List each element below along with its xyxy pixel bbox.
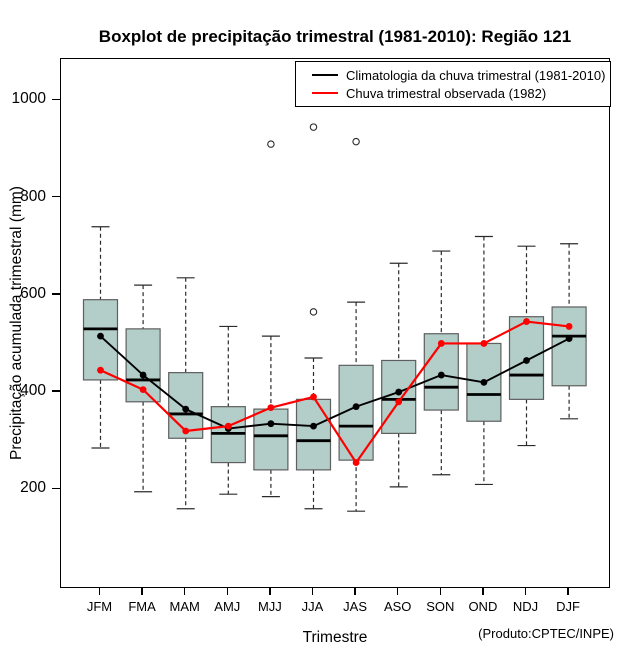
observed-point-NDJ — [523, 318, 530, 325]
x-tick-label-MJJ: MJJ — [257, 599, 282, 614]
box-MJJ — [254, 409, 288, 470]
climatology-point-DJF — [566, 335, 573, 342]
climatology-point-SON — [438, 372, 445, 379]
x-tick-mark-FMA — [141, 588, 143, 595]
x-tick-mark-JAS — [354, 588, 356, 595]
x-axis-label: Trimestre — [302, 629, 368, 646]
x-tick-mark-OND — [482, 588, 484, 595]
x-tick-mark-NDJ — [525, 588, 527, 595]
legend-item-observed — [296, 84, 610, 102]
x-tick-label-AMJ: AMJ — [214, 599, 241, 614]
observed-point-FMA — [140, 386, 147, 393]
x-tick-label-DJF: DJF — [556, 599, 581, 614]
observed-point-AMJ — [225, 423, 232, 430]
x-tick-label-ASO: ASO — [383, 599, 412, 614]
x-tick-label-SON: SON — [426, 599, 455, 614]
x-tick-label-OND: OND — [468, 599, 498, 614]
x-tick-label-FMA: FMA — [128, 599, 156, 614]
climatology-point-JJA — [310, 423, 317, 430]
climatology-point-JAS — [353, 403, 360, 410]
climatology-point-JFM — [97, 333, 104, 340]
climatology-point-MJJ — [268, 420, 275, 427]
x-tick-label-JJA: JJA — [301, 599, 324, 614]
y-tick-label-400: 400 — [20, 382, 46, 400]
y-axis-label: Precipitação acumulada trimestral (mm) — [8, 186, 25, 460]
x-tick-mark-AMJ — [227, 588, 229, 595]
observed-line-swatch — [312, 92, 338, 94]
climatology-point-OND — [481, 379, 488, 386]
y-tick-label-600: 600 — [20, 284, 46, 302]
observed-point-JAS — [353, 459, 360, 466]
climatology-line-swatch — [312, 74, 338, 76]
x-tick-mark-JJA — [312, 588, 314, 595]
credit-text: (Produto:CPTEC/INPE) — [478, 626, 614, 641]
y-tick-mark-400 — [52, 390, 60, 392]
y-tick-mark-1000 — [52, 99, 60, 101]
y-tick-label-1000: 1000 — [11, 90, 46, 108]
observed-point-DJF — [566, 323, 573, 330]
x-tick-label-MAM: MAM — [169, 599, 200, 614]
y-tick-mark-200 — [52, 488, 60, 490]
x-tick-mark-DJF — [567, 588, 569, 595]
x-tick-label-NDJ: NDJ — [512, 599, 539, 614]
y-tick-mark-600 — [52, 293, 60, 295]
y-tick-label-200: 200 — [20, 479, 46, 497]
outlier-MJJ-0 — [268, 141, 274, 147]
climatology-point-MAM — [182, 406, 189, 413]
outlier-JJA-0 — [310, 124, 316, 130]
plot-area — [60, 58, 610, 588]
observed-point-SON — [438, 340, 445, 347]
observed-point-OND — [481, 340, 488, 347]
x-tick-mark-ASO — [397, 588, 399, 595]
x-tick-mark-MAM — [184, 588, 186, 595]
outlier-JAS-0 — [353, 138, 359, 144]
climatology-point-FMA — [140, 372, 147, 379]
y-tick-mark-800 — [52, 196, 60, 198]
observed-point-JFM — [97, 367, 104, 374]
legend-item-climatology — [296, 66, 610, 84]
y-tick-label-800: 800 — [20, 187, 46, 205]
x-tick-mark-JFM — [99, 588, 101, 595]
x-tick-mark-SON — [440, 588, 442, 595]
outlier-JJA-1 — [310, 309, 316, 315]
observed-point-JJA — [310, 394, 317, 401]
plot-svg — [61, 59, 611, 589]
legend-label-climatology: Climatologia da chuva trimestral (1981-2010) — [346, 67, 606, 83]
climatology-point-ASO — [395, 389, 402, 396]
x-tick-label-JFM: JFM — [86, 599, 113, 614]
legend-label-observed: Chuva trimestral observada (1982) — [346, 85, 547, 101]
box-DJF — [552, 307, 586, 386]
observed-point-ASO — [395, 398, 402, 405]
observed-point-MJJ — [268, 404, 275, 411]
x-tick-mark-MJJ — [269, 588, 271, 595]
x-tick-label-JAS: JAS — [343, 599, 368, 614]
climatology-point-NDJ — [523, 357, 530, 364]
box-JJA — [297, 399, 331, 470]
observed-point-MAM — [182, 428, 189, 435]
chart-title: Boxplot de precipitação trimestral (1981-2010): Região 121 — [98, 27, 572, 46]
legend-box — [295, 61, 611, 107]
